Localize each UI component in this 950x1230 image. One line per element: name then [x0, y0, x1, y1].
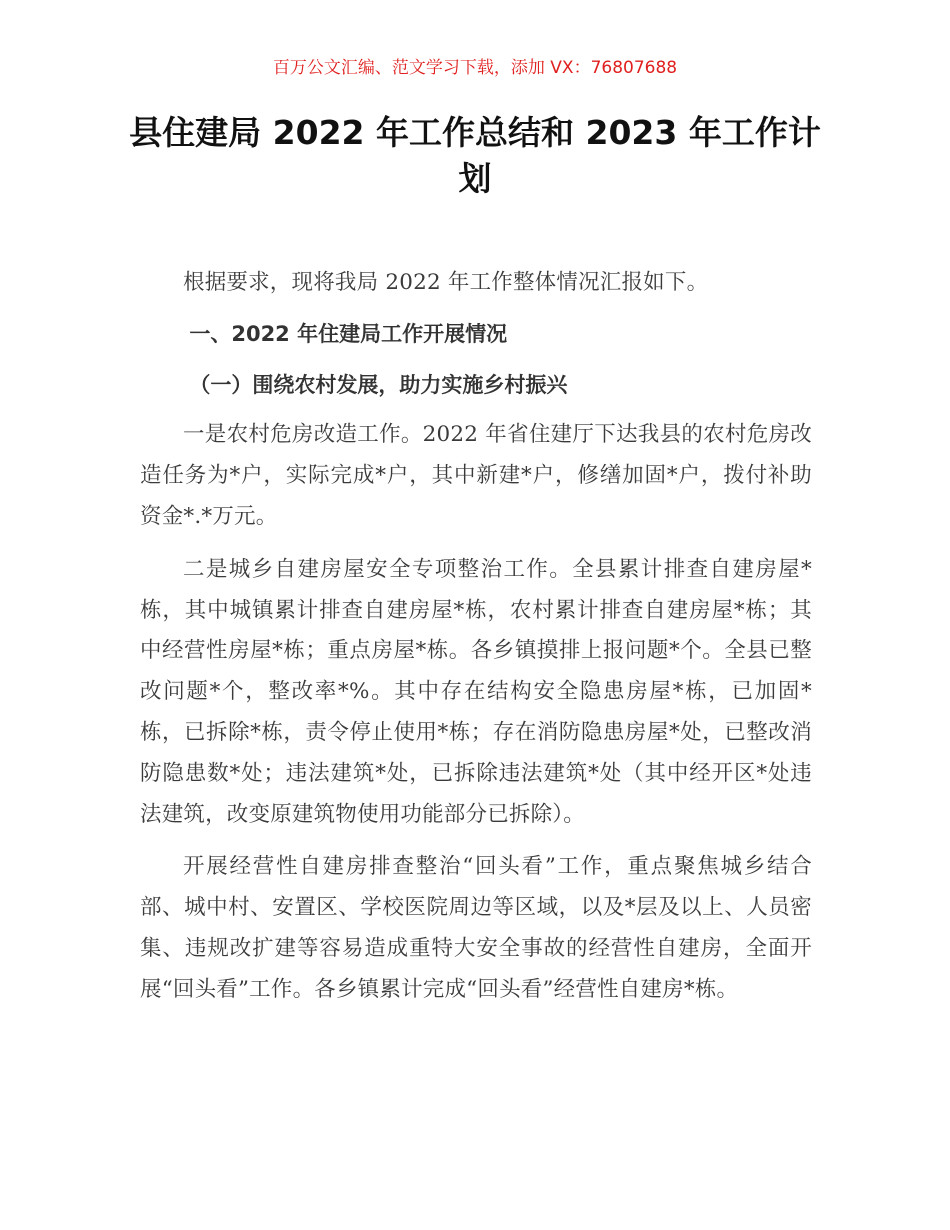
subsection-heading: （一）围绕农村发展，助力实施乡村振兴 [189, 372, 568, 397]
watermark-banner: 百万公文汇编、范文学习下载，添加 VX：76807688 [272, 58, 678, 78]
intro-paragraph: 根据要求，现将我局 2022 年工作整体情况汇报如下。 [183, 270, 709, 295]
document-body [140, 263, 812, 1011]
paragraph-lookback-check: 开展经营性自建房排查整治“回头看”工作，重点聚焦城乡结合部、城中村、安置区、学校医院周边等区域，以及*层及以上、人员密集、违规改扩建等容易造成重特大安全事故的经营性自建房，全面开展“回头看”工作。各乡镇累计完成“回头看”经营性自建房*栋。 [140, 854, 812, 1002]
section-heading: 一、2022 年住建局工作开展情况 [189, 321, 508, 346]
document-title: 县住建局 2022 年工作总结和 2023 年工作计划 [129, 113, 821, 198]
paragraph-rural-housing: 一是农村危房改造工作。2022 年省住建厅下达我县的农村危房改造任务为*户，实际完成*户，其中新建*户，修缮加固*户，拨付补助资金*.*万元。 [140, 422, 812, 529]
paragraph-self-built-safety: 二是城乡自建房屋安全专项整治工作。全县累计排查自建房屋*栋，其中城镇累计排查自建房屋*栋，农村累计排查自建房屋*栋；其中经营性房屋*栋；重点房屋*栋。各乡镇摸排上报问题*个。全县已整改问题*个，整改率*%。其中存在结构安全隐患房屋*栋，已加固*栋，已拆除*栋，责令停止使用*栋；存在消防隐患房屋*处，已整改消防隐患数*处；违法建筑*处，已拆除违法建筑*处（其中经开区*处违法建筑，改变原建筑物使用功能部分已拆除）。 [140, 556, 812, 827]
